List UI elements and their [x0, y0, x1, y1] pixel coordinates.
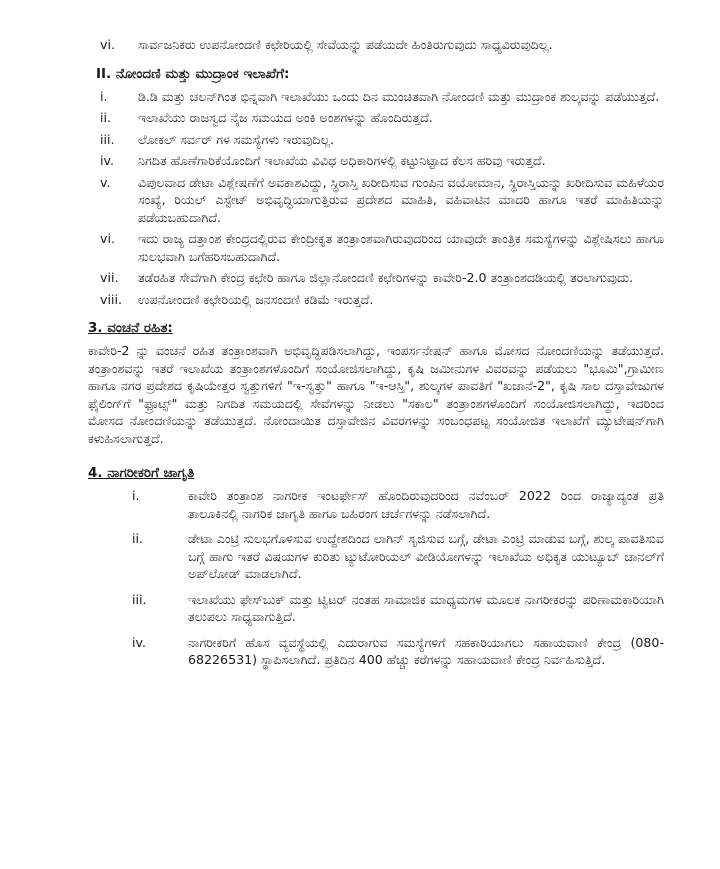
list-item-text: ನಿಗದಿತ ಹೊಣೆಗಾರಿಕೆಯೊಂದಿಗೆ ಇಲಾಖೆಯ ವಿವಿಧ ಅಧಿಕಾರಿಗಳಲ್ಲಿ ಕಟ್ಟುನಿಟ್ಟಾದ ಕೆಲಸ ಹರಿವು ಇರುತ್ತದೆ.: [138, 153, 546, 168]
registration-department-list: [96, 88, 664, 309]
list-item: [96, 487, 664, 522]
list-item-text: ಸಾರ್ವಜನಿಕರು ಉಪನೋಂದಣಿ ಕಛೇರಿಯಲ್ಲಿ ಸೇವೆಯನ್ನು ಪಡೆಯದೇ ಹಿಂತಿರುಗುವುದು ಸಾಧ್ಯವಿರುವುದಿಲ್ಲ.: [138, 37, 553, 52]
list-item: [96, 591, 664, 626]
list-item-text: ಲೋಕಲ್ ಸರ್ವರ್ ಗಳ ಸಮಸ್ಯೆಗಳು ಇರುವುದಿಲ್ಲ.: [138, 131, 335, 147]
list-item-text: ನಾಗರೀಕರಿಗೆ ಹೊಸ ವ್ಯವಸ್ಥೆಯಲ್ಲಿ ಎದುರಾಗುವ ಸಮಸ್ಯೆಗಳಿಗೆ ಸಹಕಾರಿಯಾಗಲು ಸಹಾಯವಾಣಿ ಕೇಂದ್ರ (080-68226531) ಸ್ಥಾಪಿಸಲಾಗಿದೆ. ಪ್ರತಿದಿನ 400 ಹೆಚ್ಚು ಕರೆಗಳನ್ನು ಸಹಾಯವಾಣಿ ಕೇಂದ್ರ ನಿರ್ವಹಿಸುತ್ತಿದೆ.: [188, 634, 664, 667]
list-item-number: i.: [132, 488, 140, 503]
list-item: [96, 131, 664, 149]
list-item: [96, 530, 664, 583]
fraud-free-paragraph: ಕಾವೇರಿ-2 ನ್ನು ವಂಚನೆ ರಹಿತ ತಂತ್ರಾಂಶವಾಗಿ ಅಭಿವೃದ್ಧಿಪಡಿಸಲಾಗಿದ್ದು, ಇಂಪರ್ಸನೇಷನ್ ಹಾಗೂ ಮೋಸದ ನೋಂದಣಿಯನ್ನು ತಡೆಯುತ್ತದೆ. ತಂತ್ರಾಂಶವನ್ನು ಇತರೆ ಇಲಾಖೆಯ ತಂತ್ರಾಂಶಗಳೊಂದಿಗೆ ಸಂಯೋಜಿಸಲಾಗಿದ್ದು, ಕೃಷಿ ಜಮೀನುಗಳ ವಿವರವನ್ನು ಪಡೆಯಲು "ಭೂಮಿ",ಗ್ರಾಮೀಣ ಹಾಗೂ ನಗರ ಪ್ರದೇಶದ ಕೃಷಿಯೇತ್ತರ ಸ್ವತ್ತುಗಳಿಗೆ "ಇ-ಸ್ವತ್ತು" ಹಾಗೂ "ಇ-ಆಸ್ತಿ", ಶುಲ್ಕಗಳ ಪಾವತಿಗೆ "ಖಜಾನೆ-2", ಕೃಷಿ ಸಾಲ ದಸ್ತಾವೇಜುಗಳ ಫೈಲಿಂಗ್‌ಗೆ "ಫ್ರೂಟ್ಸ್" ಮತ್ತು ನಿಗದಿತ ಸಮಯದಲ್ಲಿ ಸೇವೆಗಳನ್ನು ನೀಡಲು "ಸಕಾಲ" ತಂತ್ರಾಂಶಗಳೊಂದಿಗೆ ಸಂಯೋಜಿಸಲಾಗಿದ್ದು, ಇದರಿಂದ ಮೋಸದ ನೋಂದಣಿಯನ್ನು ತಡೆಯುತ್ತದೆ. ನೋಂದಾಯಿತ ದಸ್ತಾವೇಜಿನ ವಿವರಗಳನ್ನು ಸಂಬಂಧಪಟ್ಟ ಸಂಯೋಜಿತ ಇಲಾಖೆಗೆ ಮ್ಯುಟೇಷನ್‌ಗಾಗಿ ಕಳುಹಿಸಲಾಗುತ್ತದೆ.: [88, 343, 664, 446]
section-heading-fraud-free: 3. ವಂಚನೆ ರಹಿತ:: [88, 320, 173, 336]
list-item-number: viii.: [100, 291, 122, 307]
section-heading-citizen-awareness: 4. ನಾಗರೀಕರಿಗೆ ಜಾಗೃತಿ: [88, 465, 195, 481]
list-item-number: v.: [100, 174, 111, 190]
list-item-text: ತಡೆರಹಿತ ಸೇವೆಗಾಗಿ ಕೇಂದ್ರ ಕಛೇರಿ ಹಾಗೂ ಜಿಲ್ಲಾನೋಂದಣಿ ಕಛೇರಿಗಳನ್ನು ಕಾವೇರಿ-2.0 ತಂತ್ರಾಂಶದಡಿಯಲ್ಲಿ ತರಲಾಗುವುದು.: [138, 270, 634, 285]
list-item-text: ಇಲಾಖೆಯು ರಾಜಸ್ವದ ನೈಜ ಸಮಯದ ಅಂಕಿ ಅಂಶಗಳನ್ನು ಹೊಂದಿರುತ್ತದೆ.: [138, 110, 433, 125]
list-item-number: ii.: [100, 110, 112, 125]
list-item: [96, 634, 664, 669]
list-item-number: ii.: [132, 531, 144, 546]
list-item-text: ಉಪನೋಂದಣಿ ಕಛೇರಿಯಲ್ಲಿ ಜನಸಂದಣಿ ಕಡಿಮೆ ಇರುತ್ತದೆ.: [138, 291, 374, 307]
list-item: [96, 36, 664, 54]
list-item-number: vii.: [100, 270, 119, 285]
citizen-awareness-list: [96, 487, 664, 669]
section-heading-registration-department: II. ನೋಂದಣಿ ಮತ್ತು ಮುದ್ರಾಂಕ ಇಲಾಖೆಗೆ:: [96, 65, 290, 82]
list-item-text: ಡೇಟಾ ಎಂಟ್ರಿ ಸುಲಭಗೊಳಿಸುವ ಉದ್ದೇಶದಿಂದ ಲಾಗಿನ್ ಸೃಜಿಸುವ ಬಗ್ಗೆ, ಡೇಟಾ ಎಂಟ್ರಿ ಮಾಡುವ ಬಗ್ಗೆ, ಶುಲ್ಕ ಪಾವತಿಸುವ ಬಗ್ಗೆ ಹಾಗು ಇತರೆ ವಿಷಯಗಳ ಕುರಿತು ಟ್ಯುಟೋರಿಯಲ್ ವೀಡಿಯೋಗಳನ್ನು ಇಲಾಖೆಯ ಅಧಿಕೃತ ಯುಟ್ಯೂಬ್ ಚಾನಲ್‌ಗೆ ಅಪ್‌ಲೋಡ್ ಮಾಡಲಾಗಿದೆ.: [188, 531, 664, 581]
list-item: [96, 269, 664, 287]
list-item-text: ಕಾವೇರಿ ತಂತ್ರಾಂಶ ನಾಗರೀಕ ಇಂಟರ್ಫೇಸ್ ಹೊಂದಿರುವುದರಿಂದ ನವೆಂಬರ್ 2022 ರಿಂದ ರಾಜ್ಯಾದ್ಯಂತ ಪ್ರತಿ ತಾಲೂಕಿನಲ್ಲಿ ನಾಗರಿಕ ಜಾಗೃತಿ ಹಾಗೂ ಬಹಿರಂಗ ಚರ್ಚೆಗಳನ್ನು ನಡೆಸಲಾಗಿದೆ.: [188, 488, 664, 521]
list-item-text: ವಿಪುಲವಾದ ಡೇಟಾ ವಿಶ್ಲೇಷಣೆಗೆ ಅವಕಾಶವಿದ್ದು, ಸ್ಥಿರಾಸ್ತಿ ಖರೀದಿಸುವ ಗುಂಪಿನ ವಯೋಮಾನ, ಸ್ಥಿರಾಸ್ತಿಯನ್ನು ಖರೀದಿಸುವ ಮಹಿಳೆಯರ ಸಂಖ್ಯೆ, ರಿಯಲ್ ಎಸ್ಟೇಟ್ ಅಭಿವೃದ್ಧಿಯಾಗುತ್ತಿರುವ ಪ್ರದೇಶದ ಮಾಹಿತಿ, ವಹಿವಾಟಿನ ಮಾದರಿ ಹಾಗೂ ಇತರೆ ಮಾಹಿತಿಯನ್ನು ಪಡೆಯಬಹುದಾಗಿದೆ.: [138, 174, 664, 225]
list-item: [96, 174, 664, 227]
list-item-text: ಇದು ರಾಜ್ಯ ದತ್ತಾಂಶ ಕೇಂದ್ರದಲ್ಲಿರುವ ಕೇಂದ್ರೀಕೃತ ತಂತ್ರಾಂಶವಾಗಿರುವುದರಿಂದ ಯಾವುದೇ ತಾಂತ್ರಿಕ ಸಮಸ್ಯೆಗಳನ್ನು ವಿಶ್ಲೇಷಿಸಲು ಹಾಗೂ ಸುಲಭವಾಗಿ ಬಗೆಹರಿಸಬಹುದಾಗಿದೆ.: [138, 231, 664, 264]
list-item: [96, 152, 664, 170]
list-item-text: ಡಿ.ಡಿ ಮತ್ತು ಚಲನ್‌ಗಿಂತ ಭಿನ್ನವಾಗಿ ಇಲಾಖೆಯು ಒಂದು ದಿನ ಮುಂಚಿತವಾಗಿ ನೋಂದಣಿ ಮತ್ತು ಮುದ್ರಾಂಕ ಶುಲ್ಕವನ್ನು ಪಡೆಯುತ್ತದೆ.: [138, 88, 660, 104]
list-item-number: iii.: [100, 131, 115, 147]
list-item-number: vi.: [100, 37, 115, 52]
list-item-text: ಇಲಾಖೆಯು ಫೇಸ್‌ಬುಕ್ ಮತ್ತು ಟ್ವಿಟರ್ ನಂತಹ ಸಾಮಾಜಿಕ ಮಾಧ್ಯಮಗಳ ಮೂಲಕ ನಾಗರೀಕರನ್ನು ಪರಿಣಾಮಕಾರಿಯಾಗಿ ತಲುಪಲು ಸಾಧ್ಯವಾಗುತ್ತಿದೆ.: [188, 591, 664, 624]
list-item: [96, 291, 664, 309]
list-item-number: iv.: [100, 153, 114, 168]
list-item-number: iv.: [132, 634, 146, 650]
list-item-number: iii.: [132, 591, 147, 607]
list-item: [96, 88, 664, 106]
list-item-number: i.: [100, 88, 108, 104]
list-item-number: vi.: [100, 231, 115, 246]
list-item: [96, 230, 664, 265]
list-item: [96, 109, 664, 127]
